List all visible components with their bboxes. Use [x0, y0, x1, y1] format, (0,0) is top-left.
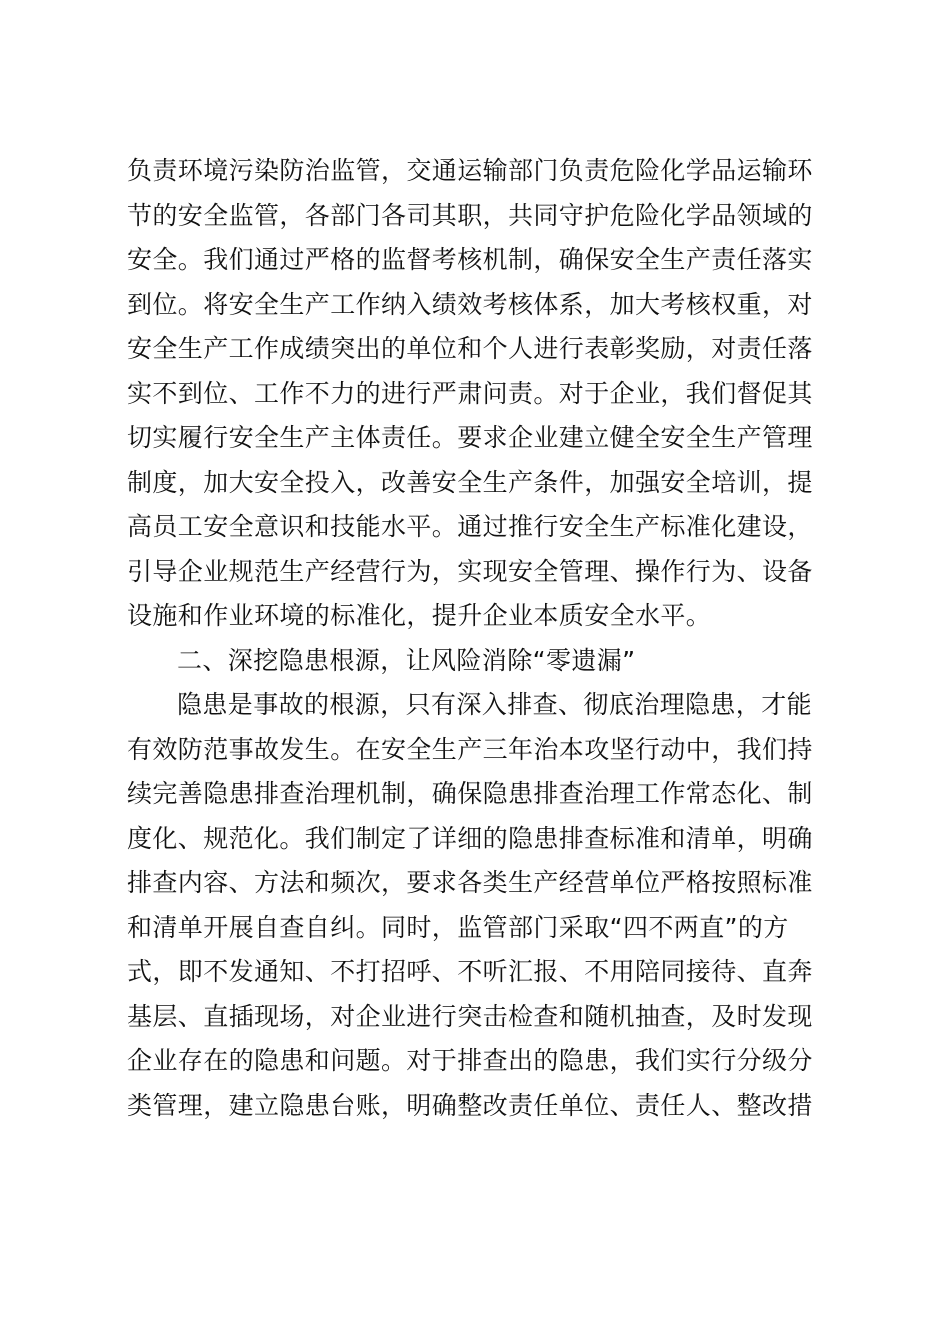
paragraph-1-line-7: 切实履行安全生产主体责任。要求企业建立健全安全生产管理	[127, 423, 813, 452]
paragraph-1-line-9: 高员工安全意识和技能水平。通过推行安全生产标准化建设，	[127, 512, 813, 541]
paragraph-2-line-6: 和清单开展自查自纠。同时，监管部门采取“四不两直”的方	[127, 912, 789, 942]
paragraph-2-line-1: 隐患是事故的根源，只有深入排查、彻底治理隐患，才能	[177, 690, 813, 719]
paragraph-1-line-4: 到位。将安全生产工作纳入绩效考核体系，加大考核权重，对	[127, 289, 813, 319]
paragraph-2-line-8: 基层、直插现场，对企业进行突击检查和随机抽查，及时发现	[127, 1001, 813, 1031]
paragraph-2-line-10: 类管理，建立隐患台账，明确整改责任单位、责任人、整改措	[127, 1090, 813, 1120]
paragraph-1-line-1: 负责环境污染防治监管，交通运输部门负责危险化学品运输环	[127, 156, 813, 185]
paragraph-2-line-3: 续完善隐患排查治理机制，确保隐患排查治理工作常态化、制	[127, 779, 813, 808]
paragraph-1-line-5: 安全生产工作成绩突出的单位和个人进行表彰奖励，对责任落	[127, 334, 813, 363]
paragraph-2-line-4: 度化、规范化。我们制定了详细的隐患排查标准和清单，明确	[127, 823, 813, 853]
paragraph-2-line-7: 式，即不发通知、不打招呼、不听汇报、不用陪同接待、直奔	[127, 957, 813, 986]
paragraph-2-line-2: 有效防范事故发生。在安全生产三年治本攻坚行动中，我们持	[127, 734, 813, 764]
document-body	[127, 149, 823, 1128]
paragraph-1-line-10: 引导企业规范生产经营行为，实现安全管理、操作行为、设备	[127, 556, 813, 586]
paragraph-1-line-8: 制度，加大安全投入，改善安全生产条件，加强安全培训，提	[127, 467, 813, 497]
section-heading: 二、深挖隐患根源，让风险消除“零遗漏”	[177, 645, 636, 675]
paragraph-1-line-2: 节的安全监管，各部门各司其职，共同守护危险化学品领域的	[127, 200, 813, 230]
paragraph-1-line-3: 安全。我们通过严格的监督考核机制，确保安全生产责任落实	[127, 245, 813, 274]
paragraph-2-line-9: 企业存在的隐患和问题。对于排查出的隐患，我们实行分级分	[127, 1046, 813, 1075]
paragraph-2-line-5: 排查内容、方法和频次，要求各类生产经营单位严格按照标准	[127, 868, 813, 897]
paragraph-1-line-6: 实不到位、工作不力的进行严肃问责。对于企业，我们督促其	[127, 378, 813, 408]
paragraph-1-line-11: 设施和作业环境的标准化，提升企业本质安全水平。	[127, 601, 712, 630]
